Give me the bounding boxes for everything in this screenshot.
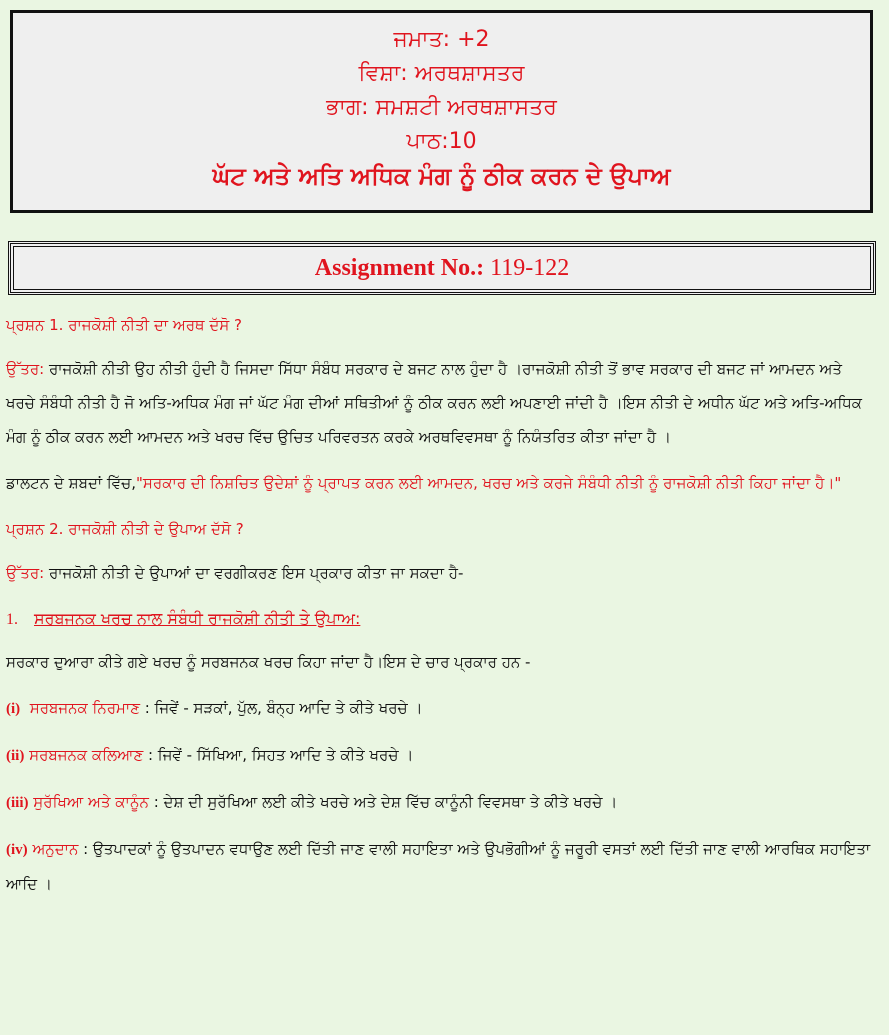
- item-desc: : ਦੇਸ਼ ਦੀ ਸੁਰੱਖਿਆ ਲਈ ਕੀਤੇ ਖਰਚੇ ਅਤੇ ਦੇਸ਼ ਵਿੱਚ ਕਾਨੂੰਨੀ ਵਿਵਸਥਾ ਤੇ ਕੀਤੇ ਖਰਚੇ ।: [148, 793, 618, 811]
- assignment-box: [8, 241, 876, 295]
- answer-2-text: ਰਾਜਕੋਸ਼ੀ ਨੀਤੀ ਦੇ ਉਪਾਆਂ ਦਾ ਵਰਗੀਕਰਣ ਇਸ ਪ੍ਰਕਾਰ ਕੀਤਾ ਜਾ ਸਕਦਾ ਹੈ-: [44, 564, 464, 582]
- item-term: ਅਨੁਦਾਨ: [32, 840, 79, 858]
- item-number: (iv): [6, 842, 28, 858]
- item-term: ਸਰਬਜਨਕ ਨਿਰਮਾਣ: [29, 699, 140, 717]
- item-number: (iii): [6, 795, 29, 811]
- list-item: [6, 832, 874, 901]
- item-desc: : ਉਤਪਾਦਕਾਂ ਨੂੰ ਉਤਪਾਦਨ ਵਧਾਉਣ ਲਈ ਦਿੱਤੀ ਜਾਣ ਵਾਲੀ ਸਹਾਇਤਾ ਅਤੇ ਉਪਭੋਗੀਆਂ ਨੂੰ ਜਰੂਰੀ ਵਸਤਾਂ ਲਈ ਦਿੱਤੀ ਜਾਣ ਵਾਲੀ ਆਰਥਿਕ ਸਹਾਇਤਾ ਆਦਿ ।: [6, 840, 871, 893]
- dalton-quote: [6, 466, 874, 500]
- assignment-label: Assignment No.:: [314, 255, 485, 281]
- item-number: (ii): [6, 748, 25, 764]
- section-1-intro: ਸਰਕਾਰ ਦੁਆਰਾ ਕੀਤੇ ਗਏ ਖਰਚ ਨੂੰ ਸਰਬਜਨਕ ਖਰਚ ਕਿਹਾ ਜਾਂਦਾ ਹੈ।ਇਸ ਦੇ ਚਾਰ ਪ੍ਰਕਾਰ ਹਨ -: [6, 653, 531, 671]
- assignment-number: 119-122: [484, 255, 570, 281]
- document-body: [6, 308, 874, 913]
- answer-1: [6, 352, 874, 454]
- quote-text: "ਸਰਕਾਰ ਦੀ ਨਿਸ਼ਚਿਤ ਉਦੇਸ਼ਾਂ ਨੂੰ ਪ੍ਰਾਪਤ ਕਰਨ ਲਈ ਆਮਦਨ, ਖਰਚ ਅਤੇ ਕਰਜੇ ਸੰਬੰਧੀ ਨੀਤੀ ਨੂੰ ਰਾਜਕੋਸ਼ੀ ਨੀਤੀ ਕਿਹਾ ਜਾਂਦਾ ਹੈ।": [136, 474, 842, 492]
- question-2: ਪ੍ਰਸ਼ਨ 2. ਰਾਜਕੋਸ਼ੀ ਨੀਤੀ ਦੇ ਉਪਾਅ ਦੱਸੋ ?: [6, 520, 244, 538]
- list-item: [6, 785, 874, 820]
- list-item: [6, 691, 874, 726]
- answer-1-label: ਉੱਤਰ:: [6, 360, 45, 378]
- answer-1-text: ਰਾਜਕੋਸ਼ੀ ਨੀਤੀ ਉਹ ਨੀਤੀ ਹੁੰਦੀ ਹੈ ਜਿਸਦਾ ਸਿੱਧਾ ਸੰਬੰਧ ਸਰਕਾਰ ਦੇ ਬਜਟ ਨਾਲ ਹੁੰਦਾ ਹੈ ।ਰਾਜਕੋਸ਼ੀ ਨੀਤੀ ਤੋਂ ਭਾਵ ਸਰਕਾਰ ਦੀ ਬਜਟ ਜਾਂ ਆਮਦਨ ਅਤੇ ਖਰਚੇ ਸੰਬੰਧੀ ਨੀਤੀ ਹੈ ਜੋ ਅਤਿ-ਅਧਿਕ ਮੰਗ ਜਾਂ ਘੱਟ ਮੰਗ ਦੀਆਂ ਸਥਿਤੀਆਂ ਨੂੰ ਠੀਕ ਕਰਨ ਲਈ ਅਪਣਾਈ ਜਾਂਦੀ ਹੈ ।ਇਸ ਨੀਤੀ ਦੇ ਅਧੀਨ ਘੱਟ ਅਤੇ ਅਤਿ-ਅਧਿਕ ਮੰਗ ਨੂੰ ਠੀਕ ਕਰਨ ਲਈ ਆਮਦਨ ਅਤੇ ਖਰਚ ਵਿੱਚ ਉਚਿਤ ਪਰਿਵਰਤਨ ਕਰਕੇ ਅਰਥਵਿਵਸਥਾ ਨੂੰ ਨਿਯੰਤਰਿਤ ਕੀਤਾ ਜਾਂਦਾ ਹੈ ।: [6, 360, 862, 446]
- question-1: ਪ੍ਰਸ਼ਨ 1. ਰਾਜਕੋਸ਼ੀ ਨੀਤੀ ਦਾ ਅਰਥ ਦੱਸੋ ?: [6, 316, 242, 334]
- quote-intro: ਡਾਲਟਨ ਦੇ ਸ਼ਬਦਾਂ ਵਿੱਚ,: [6, 474, 137, 492]
- part-line: ਭਾਗ: ਸਮਸ਼ਟੀ ਅਰਥਸ਼ਾਸਤਰ: [326, 95, 557, 120]
- lesson-line: ਪਾਠ:10: [406, 129, 477, 154]
- item-number: (i): [6, 701, 21, 717]
- item-desc: : ਜਿਵੇਂ - ਸੜਕਾਂ, ਪੁੱਲ, ਬੰਨ੍ਹ ਆਦਿ ਤੇ ਕੀਤੇ ਖਰਚੇ ।: [139, 699, 423, 717]
- class-line: ਜਮਾਤ: +2: [393, 27, 490, 52]
- section-1-title: ਸਰਬਜਨਕ ਖਰਚ ਨਾਲ ਸੰਬੰਧੀ ਰਾਜਕੋਸ਼ੀ ਨੀਤੀ ਤੇ ਉਪਾਅ:: [34, 609, 361, 628]
- section-1-number: 1.: [6, 611, 18, 628]
- topic-line: ਘੱਟ ਅਤੇ ਅਤਿ ਅਧਿਕ ਮੰਗ ਨੂੰ ਠੀਕ ਕਰਨ ਦੇ ਉਪਾਅ: [212, 162, 671, 190]
- subject-line: ਵਿਸ਼ਾ: ਅਰਥਸ਼ਾਸਤਰ: [358, 61, 525, 86]
- answer-2: [6, 556, 874, 590]
- assignment-title: [11, 244, 873, 292]
- section-1-heading: [6, 602, 874, 637]
- header-box: [10, 10, 873, 213]
- answer-2-label: ਉੱਤਰ:: [6, 564, 45, 582]
- item-desc: : ਜਿਵੇਂ - ਸਿੱਖਿਆ, ਸਿਹਤ ਆਦਿ ਤੇ ਕੀਤੇ ਖਰਚੇ ।: [143, 746, 414, 764]
- item-term: ਸਰਬਜਨਕ ਕਲਿਆਣ: [29, 746, 144, 764]
- list-item: [6, 738, 874, 773]
- item-term: ਸੁਰੱਖਿਆ ਅਤੇ ਕਾਨੂੰਨ: [33, 793, 149, 811]
